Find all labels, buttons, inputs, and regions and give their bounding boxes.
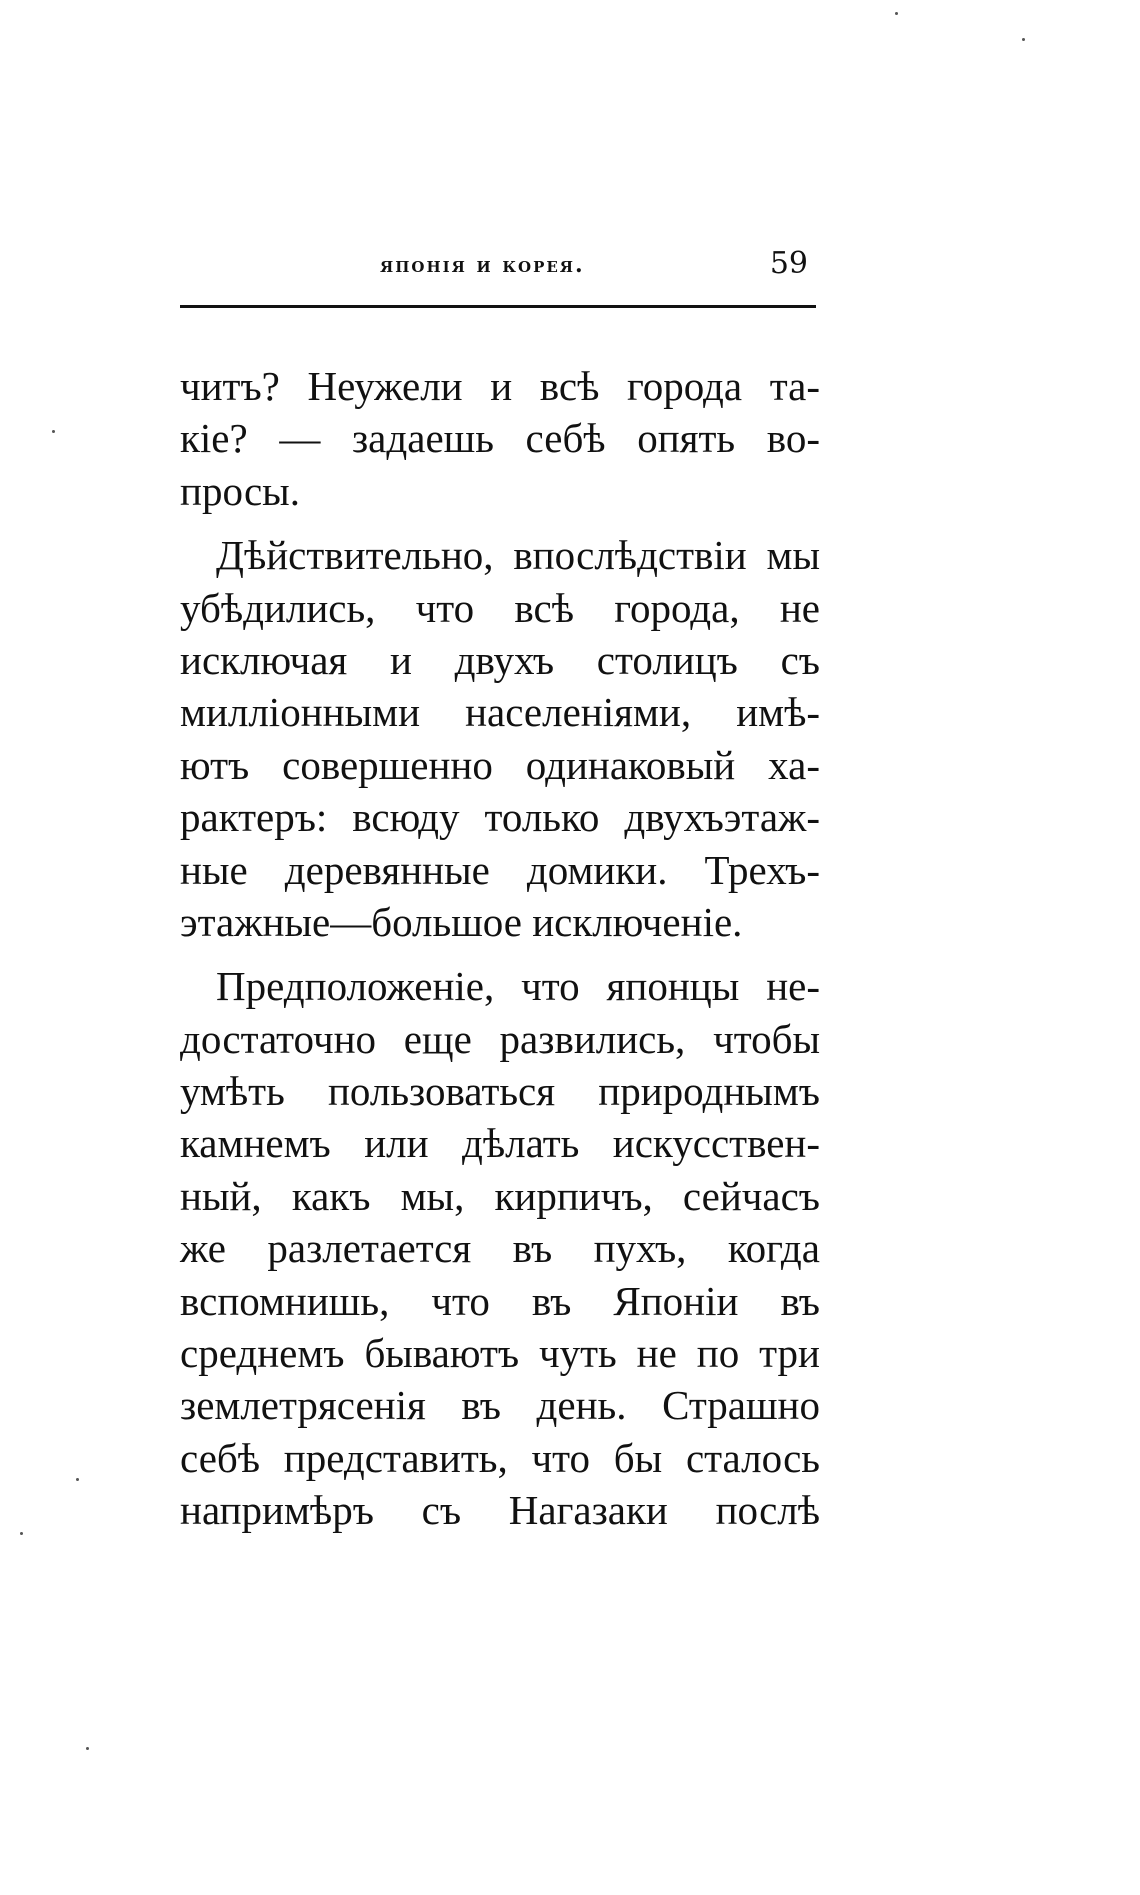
header-rule — [180, 305, 816, 308]
text-line: напримѣръ съ Нагазаки послѣ — [180, 1487, 820, 1534]
page-number: 59 — [769, 246, 808, 281]
scan-speck — [52, 430, 55, 433]
scan-speck — [1022, 38, 1025, 41]
text-line: же разлетается въ пухъ, когда — [180, 1225, 820, 1272]
text-line: землетрясенія въ день. Страшно — [180, 1382, 820, 1429]
text-line: Дѣйствительно, впослѣдствіи мы — [216, 532, 820, 579]
text-line: ютъ совершенно одинаковый ха- — [180, 741, 820, 788]
text-line: умѣть пользоваться природнымъ — [180, 1068, 820, 1115]
text-line: ный, какъ мы, кирпичъ, сейчасъ — [180, 1172, 820, 1219]
text-line: ные деревянные домики. Трехъ- — [180, 846, 820, 893]
text-line: себѣ представить, что бы сталось — [180, 1434, 820, 1481]
text-line: рактеръ: всюду только двухъэтаж- — [180, 794, 820, 841]
scan-speck — [895, 12, 898, 15]
text-line: среднемъ бываютъ чуть не по три — [180, 1330, 820, 1377]
body-text — [180, 360, 820, 1537]
text-line: милліонными населеніями, имѣ- — [180, 689, 820, 736]
text-line: этажные—большое исключеніе. — [180, 898, 743, 945]
text-line: камнемъ или дѣлать искусствен- — [180, 1120, 820, 1167]
running-title: японія и корея. — [380, 252, 585, 278]
running-head — [180, 246, 816, 288]
text-line: достаточно еще развились, чтобы — [180, 1015, 820, 1062]
text-line: кіе? — задаешь себѣ опять во- — [180, 415, 820, 462]
text-line: вспомнишь, что въ Японіи въ — [180, 1277, 820, 1324]
text-line: Предположеніе, что японцы не- — [216, 963, 820, 1010]
text-line: просы. — [180, 467, 300, 514]
text-line: исключая и двухъ столицъ съ — [180, 636, 820, 683]
scan-speck — [20, 1532, 23, 1535]
scan-speck — [86, 1747, 89, 1750]
text-line: убѣдились, что всѣ города, не — [180, 584, 820, 631]
text-line: читъ? Неужели и всѣ города та- — [180, 363, 820, 409]
scan-speck — [76, 1478, 79, 1481]
